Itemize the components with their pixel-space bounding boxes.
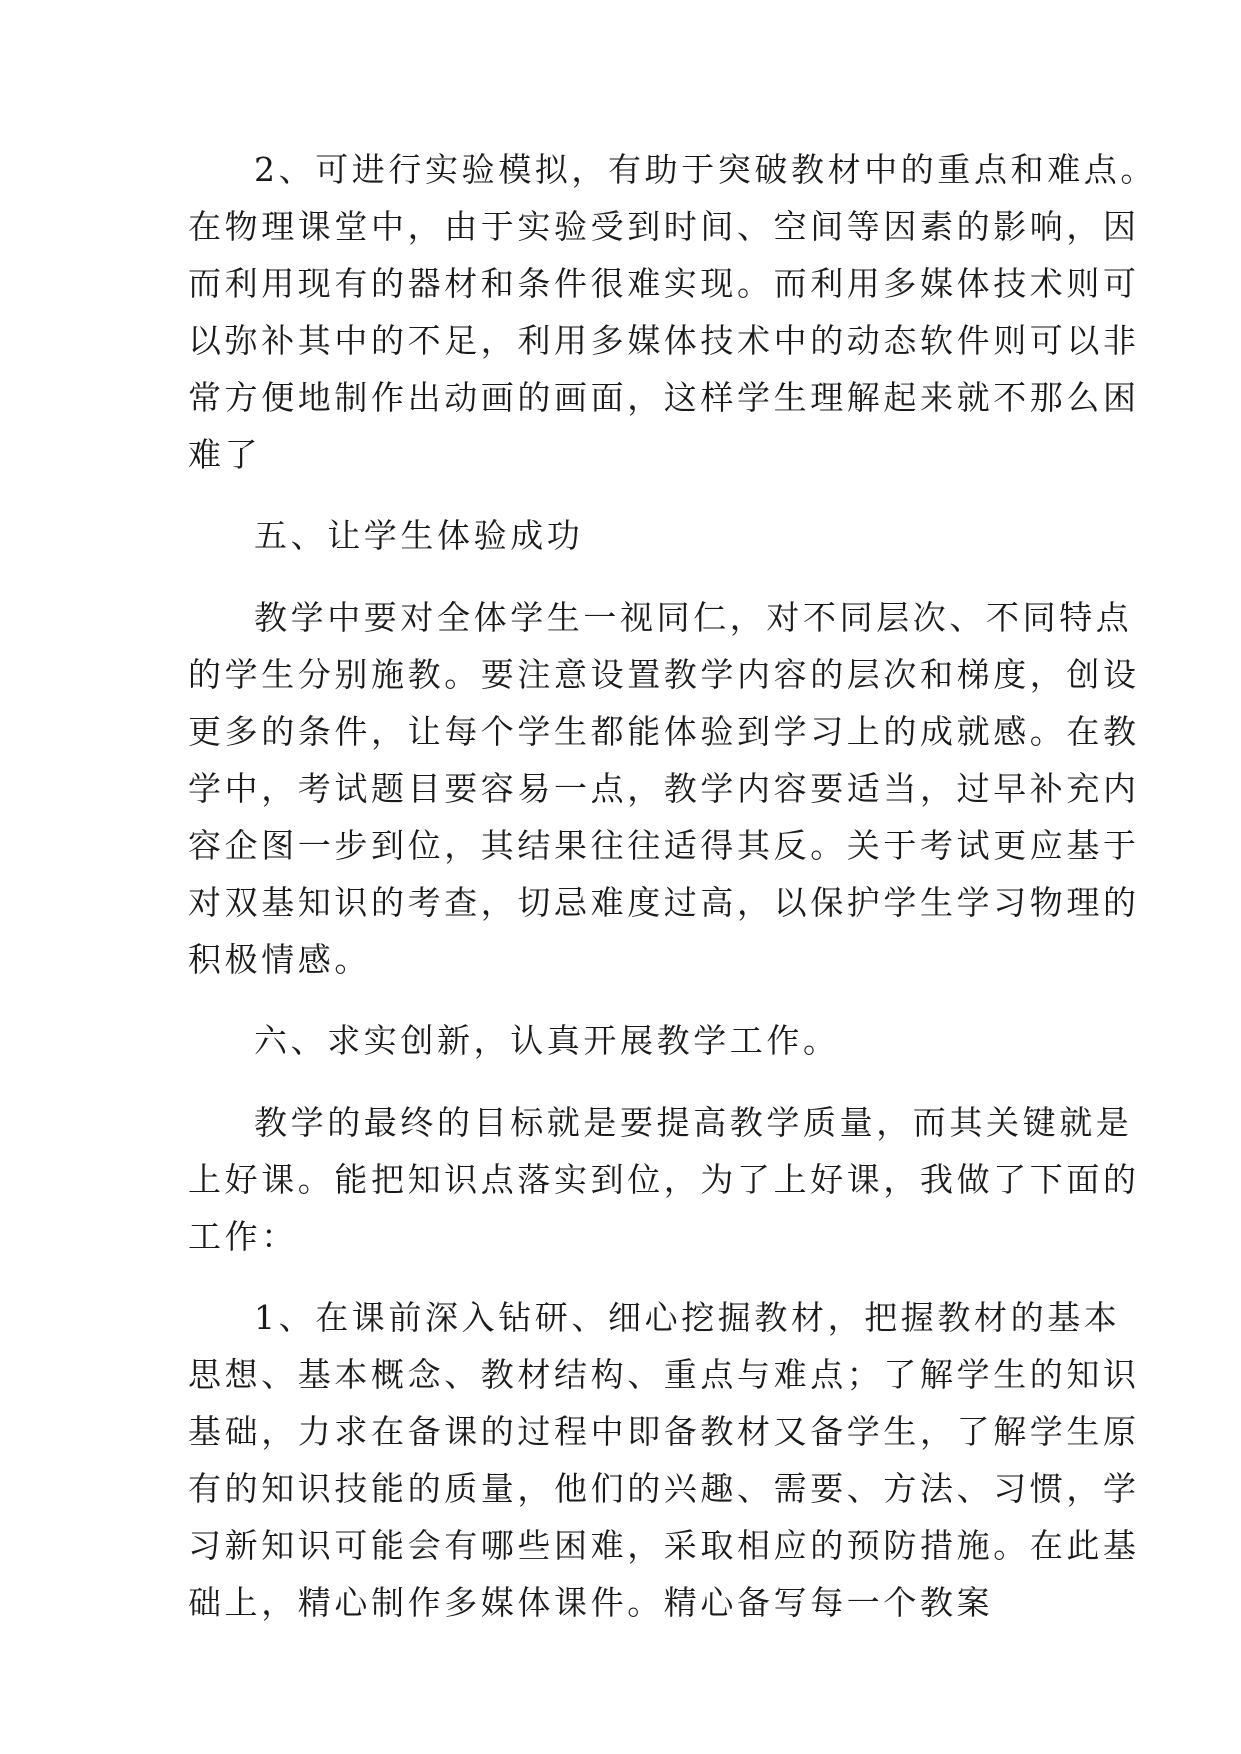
section-heading: 五、让学生体验成功 bbox=[254, 516, 584, 555]
text-line: 更多的条件，让每个学生都能体验到学习上的成就感。在教 bbox=[188, 712, 1140, 751]
text-line: 习新知识可能会有哪些困难，采取相应的预防措施。在此基 bbox=[188, 1526, 1140, 1565]
section-heading: 六、求实创新，认真开展教学工作。 bbox=[254, 1021, 840, 1060]
text-line: 以弥补其中的不足，利用多媒体技术中的动态软件则可以非 bbox=[188, 321, 1140, 360]
text-line: 积极情感。 bbox=[188, 940, 371, 979]
text-line: 思想、基本概念、教材结构、重点与难点；了解学生的知识 bbox=[188, 1355, 1140, 1394]
text-line: 基础，力求在备课的过程中即备教材又备学生，了解学生原 bbox=[188, 1412, 1140, 1451]
text-line: 教学中要对全体学生一视同仁，对不同层次、不同特点 bbox=[254, 598, 1133, 637]
text-line: 学中，考试题目要容易一点，教学内容要适当，过早补充内 bbox=[188, 769, 1140, 808]
text-line: 难了 bbox=[188, 435, 262, 474]
text-line: 在物理课堂中，由于实验受到时间、空间等因素的影响，因 bbox=[188, 207, 1140, 246]
text-line: 1、在课前深入钻研、细心挖掘教材，把握教材的基本 bbox=[254, 1298, 1121, 1337]
text-line: 础上，精心制作多媒体课件。精心备写每一个教案 bbox=[188, 1583, 994, 1622]
text-line: 对双基知识的考查，切忌难度过高，以保护学生学习物理的 bbox=[188, 883, 1140, 922]
text-line: 而利用现有的器材和条件很难实现。而利用多媒体技术则可 bbox=[188, 264, 1140, 303]
text-line: 容企图一步到位，其结果往往适得其反。关于考试更应基于 bbox=[188, 826, 1140, 865]
text-line: 常方便地制作出动画的画面，这样学生理解起来就不那么困 bbox=[188, 378, 1140, 417]
text-line: 教学的最终的目标就是要提高教学质量，而其关键就是 bbox=[254, 1103, 1133, 1142]
text-line: 2、可进行实验模拟，有助于突破教材中的重点和难点。 bbox=[254, 150, 1157, 189]
text-line: 有的知识技能的质量，他们的兴趣、需要、方法、习惯，学 bbox=[188, 1469, 1140, 1508]
text-line: 上好课。能把知识点落实到位，为了上好课，我做了下面的 bbox=[188, 1160, 1140, 1199]
text-line: 工作： bbox=[188, 1217, 298, 1256]
text-line: 的学生分别施教。要注意设置教学内容的层次和梯度，创设 bbox=[188, 655, 1140, 694]
